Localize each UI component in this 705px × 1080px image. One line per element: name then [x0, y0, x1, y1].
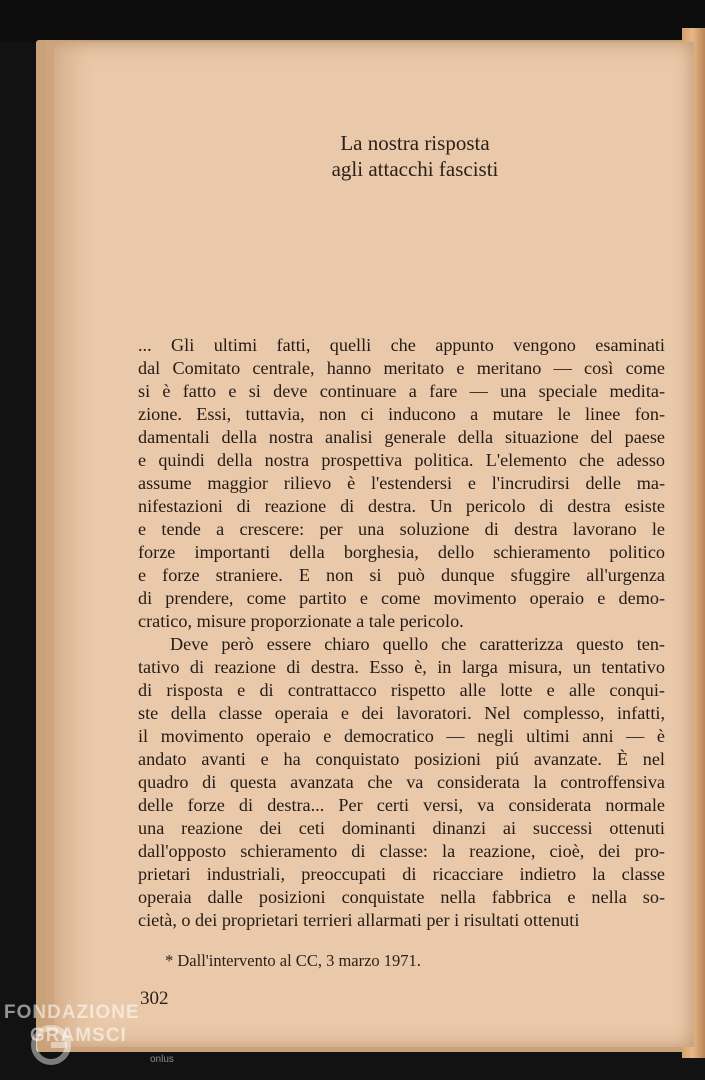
chapter-title-line-1: La nostra risposta	[340, 131, 490, 155]
watermark-line-1: FONDAZIONE	[4, 1002, 140, 1023]
body-line: dal Comitato centrale, hanno meritato e meritano — così come	[138, 358, 665, 378]
body-line: il movimento operaio e democratico — negli ultimi anni — è	[138, 726, 665, 746]
body-line: assume maggior rilievo è l'estendersi e l'incrudirsi delle ma-	[138, 473, 665, 493]
page-number: 302	[140, 988, 169, 1009]
body-line: forze importanti della borghesia, dello schieramento politico	[138, 542, 665, 562]
body-line: dall'opposto schieramento di classe: la reazione, cioè, dei pro-	[138, 841, 665, 861]
body-line: di prendere, come partito e come movimento operaio e demo-	[138, 588, 665, 608]
body-text	[138, 334, 665, 932]
body-line: ste della classe operaia e dei lavoratori. Nel complesso, infatti,	[138, 703, 665, 723]
body-line: e quindi della nostra prospettiva politica. L'elemento che adesso	[138, 450, 665, 470]
body-line: cratico, misure proporzionate a tale pericolo.	[138, 611, 464, 631]
body-line: e forze straniere. E non si può dunque sfuggire all'urgenza	[138, 565, 665, 585]
scan-background-top	[0, 0, 705, 42]
body-line: di risposta e di contrattacco rispetto alle lotte e alle conqui-	[138, 680, 665, 700]
body-line: operaia dalle posizioni conquistate nella fabbrica e nella so-	[138, 887, 665, 907]
body-line: cietà, o dei proprietari terrieri allarmati per i risultati ottenuti	[138, 910, 580, 930]
body-line: una reazione dei ceti dominanti dinanzi ai successi ottenuti	[138, 818, 665, 838]
body-line: damentali della nostra analisi generale della situazione del paese	[138, 427, 665, 447]
body-line: zione. Essi, tuttavia, non ci inducono a mutare le linee fon-	[138, 404, 665, 424]
body-line: ... Gli ultimi fatti, quelli che appunto vengono esaminati	[138, 335, 665, 355]
footnote: * Dall'intervento al CC, 3 marzo 1971.	[165, 951, 421, 970]
body-line: quadro di questa avanzata che va considerata la controffensiva	[138, 772, 665, 792]
chapter-title	[255, 130, 575, 182]
body-line: e tende a crescere: per una soluzione di destra lavorano le	[138, 519, 665, 539]
body-line: si è fatto e si deve continuare a fare — una speciale medita-	[138, 381, 665, 401]
body-line: tativo di reazione di destra. Esso è, in larga misura, un tentativo	[138, 657, 665, 677]
body-line: andato avanti e ha conquistato posizioni piú avanzate. È nel	[138, 749, 665, 769]
watermark-sub: onlus	[150, 1054, 174, 1065]
body-line: nifestazioni di reazione di destra. Un pericolo di destra esiste	[138, 496, 665, 516]
body-line: prietari industriali, preoccupati di ricacciare indietro la classe	[138, 864, 665, 884]
chapter-title-line-2: agli attacchi fascisti	[331, 157, 499, 181]
body-line: delle forze di destra... Per certi versi, va considerata normale	[138, 795, 665, 815]
watermark-line-2: GRAMSCI	[30, 1025, 127, 1046]
body-line: Deve però essere chiaro quello che caratterizza questo ten-	[170, 634, 665, 654]
